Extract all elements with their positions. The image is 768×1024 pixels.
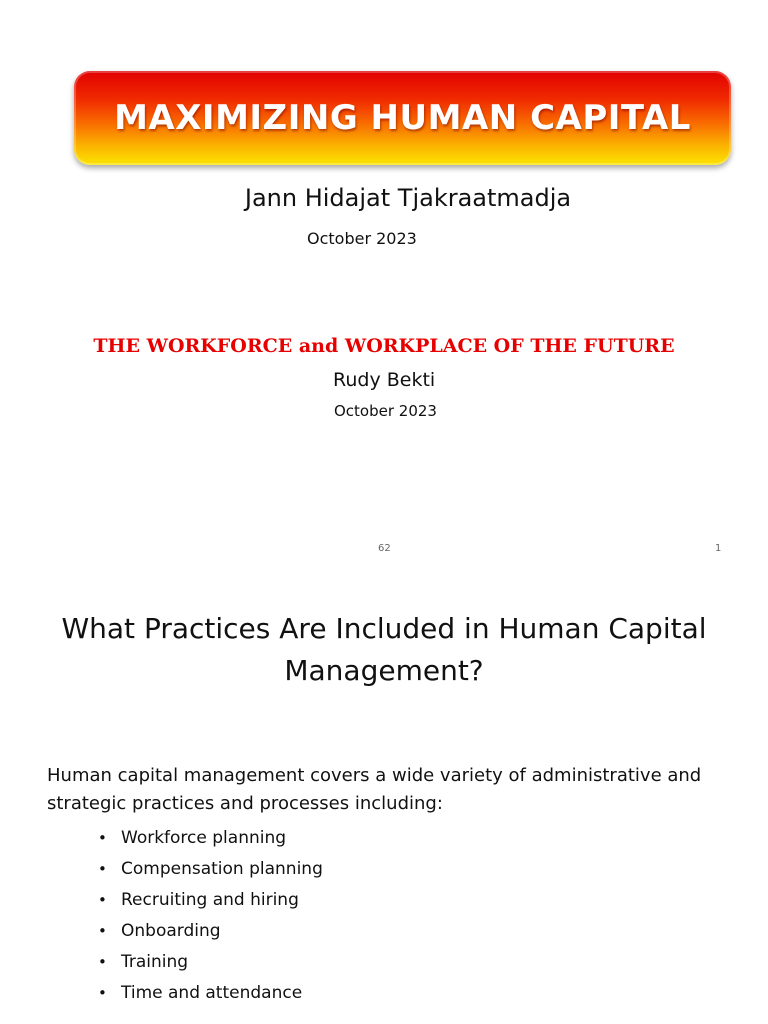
list-item-label: Workforce planning [121, 827, 287, 848]
list-item-label: Training [121, 951, 189, 972]
bullet-icon: • [98, 952, 107, 971]
list-item-label: Compensation planning [121, 858, 323, 879]
list-item [98, 915, 323, 946]
speaker-date: October 2023 [334, 402, 437, 420]
list-item-label: Onboarding [121, 920, 221, 941]
banner-title: MAXIMIZING HUMAN CAPITAL [114, 98, 691, 138]
page-number-right: 1 [715, 543, 722, 554]
title-banner [74, 71, 731, 165]
list-item [98, 884, 323, 915]
bullet-icon: • [98, 859, 107, 878]
speaker-name: Rudy Bekti [333, 369, 436, 391]
list-item [98, 946, 323, 977]
list-item [98, 977, 323, 1008]
page-number-left: 62 [378, 543, 391, 554]
intro-paragraph: Human capital management covers a wide variety of administrative and strategic practices and processes including: [47, 765, 702, 814]
bullet-icon: • [98, 890, 107, 909]
list-item-label: Time and attendance [121, 982, 303, 1003]
presentation-date: October 2023 [307, 229, 417, 248]
list-item [98, 853, 323, 884]
author-name: Jann Hidajat Tjakraatmadja [244, 184, 572, 212]
bullet-icon: • [98, 983, 107, 1002]
list-item [98, 822, 323, 853]
bullet-icon: • [98, 921, 107, 940]
section-subtitle: THE WORKFORCE and WORKPLACE OF THE FUTURE [93, 335, 675, 357]
bullet-icon: • [98, 828, 107, 847]
slide-heading: What Practices Are Included in Human Capital Management? [61, 612, 707, 687]
list-item-label: Recruiting and hiring [121, 889, 299, 910]
practices-list [98, 822, 323, 1008]
